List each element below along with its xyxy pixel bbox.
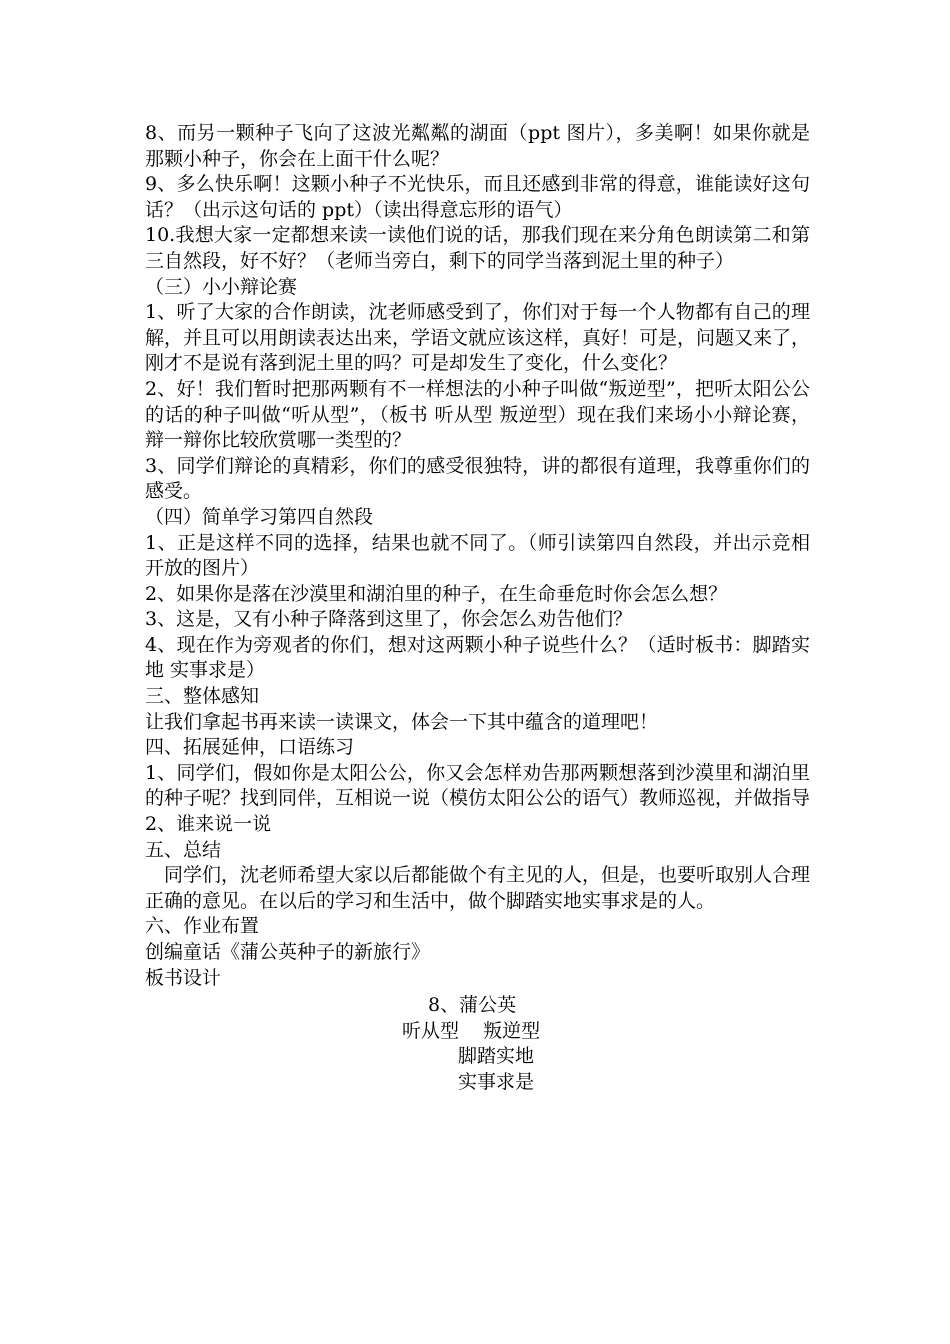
paragraph-fourth-3: 3、这是，又有小种子降落到这里了，你会怎么劝告他们？ xyxy=(145,608,633,631)
board-line-grounded: 脚踏实地 xyxy=(458,1045,535,1068)
section-heading-overall: 三、整体感知 xyxy=(145,685,260,708)
section-heading-board-design: 板书设计 xyxy=(145,966,222,989)
section-heading-summary: 五、总结 xyxy=(145,838,222,861)
section-heading-fourth-paragraph: （四）简单学习第四自然段 xyxy=(145,505,374,528)
board-types: 听从型 叛逆型 xyxy=(402,1020,541,1043)
board-design xyxy=(145,991,810,1101)
board-line-truthful: 实事求是 xyxy=(458,1071,535,1094)
paragraph-step-8: 8、而另一颗种子飞向了这波光粼粼的湖面（ppt 图片），多美啊！如果你就是那颗小种子，你会在上面干什么呢？ xyxy=(145,122,810,170)
section-heading-extension: 四、拓展延伸，口语练习 xyxy=(145,736,355,759)
paragraph-summary: 同学们，沈老师希望大家以后都能做个有主见的人，但是，也要听取别人合理正确的意见。在以后的学习和生活中，做个脚踏实地实事求是的人。 xyxy=(145,864,811,912)
paragraph-debate-1: 1、听了大家的合作朗读，沈老师感受到了，你们对于每一个人物都有自己的理解，并且可以用朗读表达出来，学语文就应该这样，真好！可是，问题又来了，刚才不是说有落到泥土里的吗？可是却发生了变化，什么变化？ xyxy=(145,301,811,375)
paragraph-homework: 创编童话《蒲公英种子的新旅行》 xyxy=(145,941,431,963)
paragraph-step-10: 10.我想大家一定都想来读一读他们说的话，那我们现在来分角色朗读第二和第三自然段，好不好？（老师当旁白，剩下的同学当落到泥土里的种子） xyxy=(145,224,810,272)
paragraph-extension-1: 1、同学们，假如你是太阳公公，你又会怎样劝告那两颗想落到沙漠里和湖泊里的种子呢？找到同伴，互相说一说（模仿太阳公公的语气）教师巡视，并做指导 xyxy=(145,761,811,810)
paragraph-overall: 让我们拿起书再来读一读课文，体会一下其中蕴含的道理吧！ xyxy=(145,710,659,733)
paragraph-fourth-4: 4、现在作为旁观者的你们，想对这两颗小种子说些什么？（适时板书：脚踏实地 实事求是） xyxy=(145,633,810,682)
document-body xyxy=(145,121,811,1094)
paragraph-step-9: 9、多么快乐啊！这颗小种子不光快乐，而且还感到非常的得意，谁能读好这句话？（出示这句话的 ppt）（读出得意忘形的语气） xyxy=(145,173,810,221)
paragraph-fourth-1: 1、正是这样不同的选择，结果也就不同了。（师引读第四自然段，并出示竞相开放的图片） xyxy=(145,531,810,580)
paragraph-debate-3: 3、同学们辩论的真精彩，你们的感受很独特，讲的都很有道理，我尊重你们的感受。 xyxy=(145,454,810,503)
section-heading-homework: 六、作业布置 xyxy=(145,915,260,938)
paragraph-extension-2: 2、谁来说一说 xyxy=(145,813,272,836)
paragraph-fourth-2: 2、如果你是落在沙漠里和湖泊里的种子，在生命垂危时你会怎么想？ xyxy=(145,582,728,605)
paragraph-debate-2: 2、好！我们暂时把那两颗有不一样想法的小种子叫做“叛逆型”，把听太阳公公的话的种子叫做“听从型”，（板书 听从型 叛逆型）现在我们来场小小辩论赛，辩一辩你比较欣赏哪一类型的？ xyxy=(145,377,810,452)
section-heading-debate: （三）小小辩论赛 xyxy=(145,275,298,298)
board-title: 8、蒲公英 xyxy=(428,994,517,1017)
